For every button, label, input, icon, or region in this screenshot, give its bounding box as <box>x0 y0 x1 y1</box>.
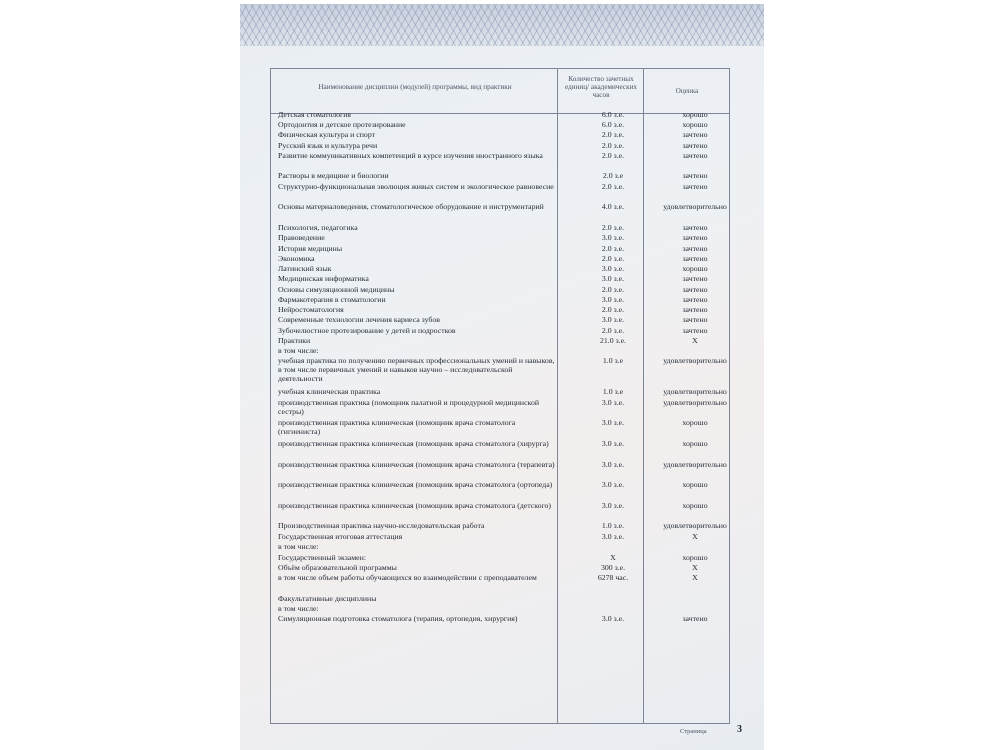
credit-value: 3.0 з.е. <box>601 532 625 541</box>
discipline-name: производственная практика клиническая (помощник врача стоматолога (терапевта) <box>278 460 555 469</box>
discipline-name: Развитие коммуникативных компетенций в курсе изучения иностранного языка <box>278 151 543 160</box>
grade-value: зачтено <box>682 141 708 150</box>
credit-value: 2.0 з.е. <box>601 182 625 191</box>
discipline-name: Зубочелюстное протезирование у детей и подростков <box>278 326 456 335</box>
grade-value: удовлетворительно <box>663 521 727 530</box>
grade-value: хорошо <box>682 439 708 448</box>
discipline-name: производственная практика клиническая (помощник врача стоматолога (хирурга) <box>278 439 549 448</box>
discipline-name: Латинский язык <box>278 264 332 273</box>
grade-value: хорошо <box>682 264 708 273</box>
column-divider <box>557 69 558 723</box>
grade-value: удовлетворительно <box>663 387 727 396</box>
column-divider <box>643 69 644 723</box>
grade-value: зачтено <box>682 244 708 253</box>
grade-value: удовлетворительно <box>663 202 727 211</box>
header-discipline: Наименование дисциплин (модулей) программы, вид практики <box>318 83 512 91</box>
credit-value: 300 з.е. <box>600 563 626 572</box>
credit-value: 2.0 з.е. <box>601 141 625 150</box>
credit-value: 2.0 з.е. <box>601 326 625 335</box>
credit-value: 3.0 з.е. <box>601 264 625 273</box>
credit-value: 3.0 з.е. <box>601 418 625 427</box>
credit-value: X <box>610 553 616 562</box>
credit-value: 2.0 з.е. <box>601 223 625 232</box>
grade-value: зачтено <box>682 614 708 623</box>
discipline-name: учебная практика по получению первичных профессиональных умений и навыков, в том числе первичных умений и навыков научно – исследовательской деятельности <box>278 356 555 383</box>
discipline-name: Практики <box>278 336 311 345</box>
credit-value: 2.0 з.е <box>602 171 624 180</box>
grade-value: удовлетворительно <box>663 460 727 469</box>
grade-value: зачтено <box>682 315 708 324</box>
header-credits: Количество зачетных единиц/ академических часов <box>564 75 638 99</box>
credit-value: 3.0 з.е. <box>601 614 625 623</box>
grade-value: зачтено <box>682 326 708 335</box>
credit-value: 1.0 з.е <box>602 356 624 365</box>
discipline-name: Физическая культура и спорт <box>278 130 376 139</box>
grade-value: хорошо <box>682 501 708 510</box>
discipline-name: Растворы в медицине и биологии <box>278 171 389 180</box>
discipline-name: Русский язык и культура речи <box>278 141 378 150</box>
grade-value: хорошо <box>682 553 708 562</box>
discipline-name: Факультативные дисциплины <box>278 594 377 603</box>
discipline-name: производственная практика клиническая (помощник врача стоматолога (детского) <box>278 501 551 510</box>
credit-value: 3.0 з.е. <box>601 439 625 448</box>
discipline-name: Психология, педагогика <box>278 223 358 232</box>
discipline-name: Структурно-функциональная эволюция живых систем и экологическое равновесие <box>278 182 554 191</box>
credit-value: 2.0 з.е. <box>601 130 625 139</box>
credit-value: 3.0 з.е. <box>601 480 625 489</box>
grade-value: зачтено <box>682 295 708 304</box>
credit-value: 1.0 з.е <box>602 387 624 396</box>
credit-value: 6.0 з.е. <box>601 120 625 129</box>
grades-table <box>270 68 730 724</box>
discipline-name: Ортодонтия и детское протезирование <box>278 120 406 129</box>
discipline-name: в том числе объем работы обучающихся во взаимодействии с преподавателем <box>278 573 537 582</box>
credit-value: 3.0 з.е. <box>601 315 625 324</box>
credit-value: 3.0 з.е. <box>601 398 625 407</box>
discipline-name: производственная практика клиническая (помощник врача стоматолога (гигиениста) <box>278 418 516 436</box>
discipline-name: в том числе: <box>278 604 319 613</box>
grade-value: зачтено <box>682 233 708 242</box>
grade-value: зачтено <box>682 305 708 314</box>
discipline-name: Правоведение <box>278 233 325 242</box>
grade-value: зачтено <box>682 285 708 294</box>
discipline-name: Детская стоматология <box>278 110 352 119</box>
discipline-name: Производственная практика научно-исследовательская работа <box>278 521 485 530</box>
credit-value: 6.0 з.е. <box>601 110 625 119</box>
credit-value: 2.0 з.е. <box>601 285 625 294</box>
page-label: Страница <box>680 728 707 735</box>
grade-value: хорошо <box>682 110 708 119</box>
credit-value: 3.0 з.е. <box>601 274 625 283</box>
page-number: 3 <box>737 724 742 735</box>
credit-value: 3.0 з.е. <box>601 295 625 304</box>
discipline-name: История медицины <box>278 244 343 253</box>
discipline-name: Экономика <box>278 254 315 263</box>
grade-value: X <box>692 573 698 582</box>
credit-value: 4.0 з.е. <box>601 202 625 211</box>
grade-value: X <box>692 563 698 572</box>
grade-value: хорошо <box>682 418 708 427</box>
credit-value: 1.0 з.е. <box>601 521 625 530</box>
discipline-name: Основы симуляционной медицины <box>278 285 395 294</box>
grade-value: зачтено <box>682 130 708 139</box>
grade-value: зачтено <box>682 274 708 283</box>
discipline-name: Нейростоматология <box>278 305 344 314</box>
guilloche-border <box>240 4 764 46</box>
grade-value: зачтено <box>682 223 708 232</box>
grade-value: зачтено <box>682 171 708 180</box>
discipline-name: Симуляционная подготовка стоматолога (терапия, ортопедия, хирургия) <box>278 614 518 623</box>
grade-value: зачтено <box>682 151 708 160</box>
discipline-name: производственная практика (помощник палатной и процедурной медицинской сестры) <box>278 398 540 416</box>
discipline-name: Государственная итоговая аттестация <box>278 532 403 541</box>
credit-value: 2.0 з.е. <box>601 244 625 253</box>
discipline-name: в том числе: <box>278 542 319 551</box>
credit-value: 3.0 з.е. <box>601 460 625 469</box>
grade-value: удовлетворительно <box>663 398 727 407</box>
grade-value: X <box>692 336 698 345</box>
grade-value: хорошо <box>682 120 708 129</box>
discipline-name: Современные технологии лечения кариеса зубов <box>278 315 440 324</box>
credit-value: 3.0 з.е. <box>601 501 625 510</box>
credit-value: 21.0 з.е. <box>599 336 627 345</box>
grade-value: удовлетворительно <box>663 356 727 365</box>
discipline-name: Основы материаловедения, стоматологическое оборудование и инструментарий <box>278 202 544 211</box>
credit-value: 6278 час. <box>597 573 629 582</box>
discipline-name: учебная клиническая практика <box>278 387 381 396</box>
discipline-name: в том числе: <box>278 346 319 355</box>
discipline-name: Фармакотерапия в стоматологии <box>278 295 386 304</box>
discipline-name: Объём образовательной программы <box>278 563 397 572</box>
grade-value: зачтено <box>682 254 708 263</box>
credit-value: 3.0 з.е. <box>601 233 625 242</box>
discipline-name: Государственный экзамен: <box>278 553 366 562</box>
diploma-page <box>240 4 764 750</box>
grade-value: зачтено <box>682 182 708 191</box>
credit-value: 2.0 з.е. <box>601 305 625 314</box>
credit-value: 2.0 з.е. <box>601 151 625 160</box>
grade-value: хорошо <box>682 480 708 489</box>
discipline-name: производственная практика клиническая (помощник врача стоматолога (ортопеда) <box>278 480 553 489</box>
credit-value: 2.0 з.е. <box>601 254 625 263</box>
discipline-name: Медицинская информатика <box>278 274 369 283</box>
header-grade: Оценка <box>675 87 699 95</box>
grade-value: X <box>692 532 698 541</box>
